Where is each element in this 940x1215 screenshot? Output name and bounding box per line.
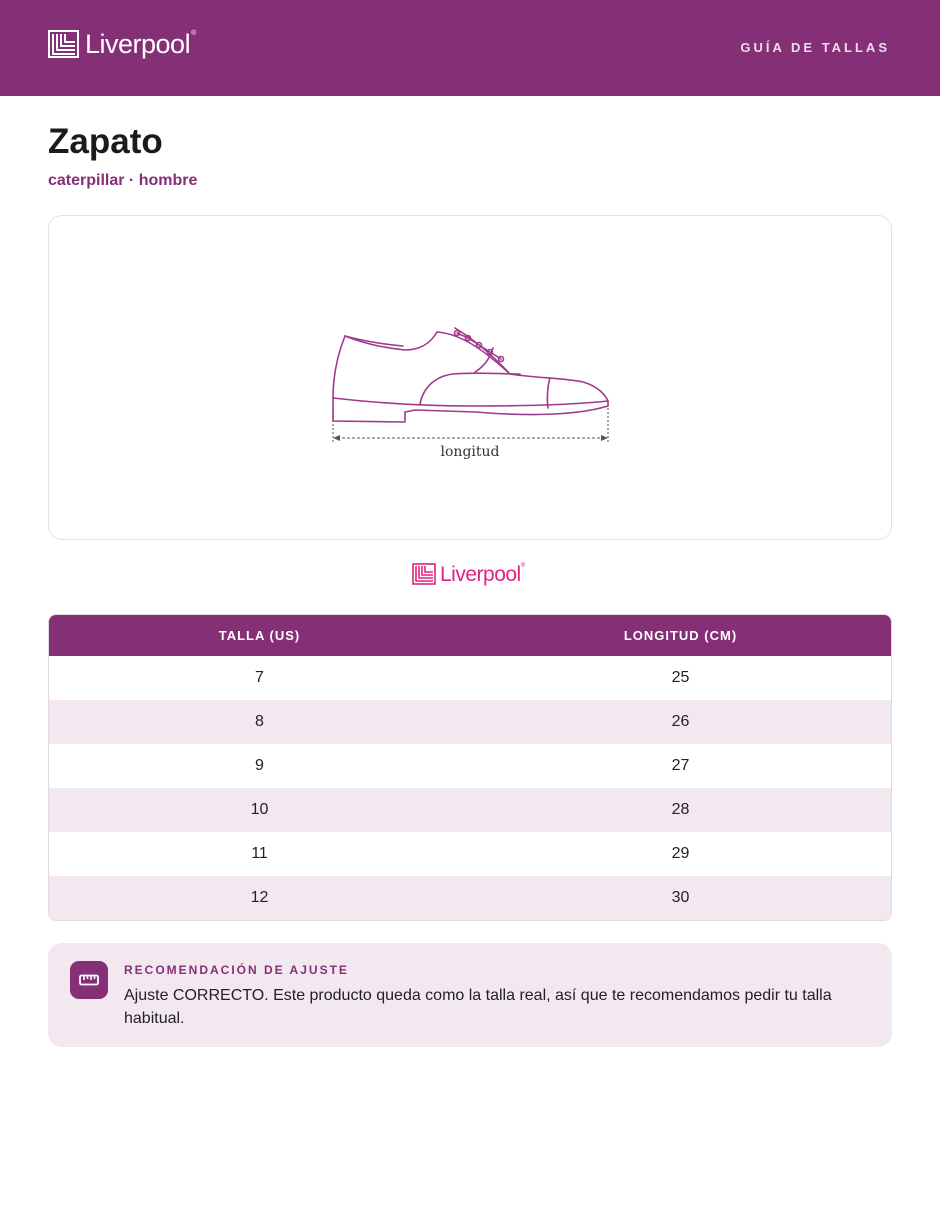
table-row [49,656,891,700]
length-label: longitud [440,444,500,460]
fit-recommendation-box [48,943,892,1047]
brand-wordmark: Liverpool [440,562,521,586]
table-row [49,876,891,920]
table-row [49,744,891,788]
length-cell: 28 [671,801,690,818]
size-cell: 12 [250,889,269,906]
length-cell: 27 [671,757,690,774]
length-cell: 25 [671,669,690,686]
size-cell: 8 [255,713,264,730]
liverpool-logo[interactable] [48,30,196,58]
table-row [49,788,891,832]
shoe-outline-icon [325,266,615,491]
size-cell: 10 [250,801,269,818]
logo-wordmark: Liverpool [85,28,191,59]
table-row [49,832,891,876]
size-guide-nav-label[interactable]: GUÍA DE TALLAS [740,40,890,55]
size-cell: 11 [251,845,268,862]
shoe-illustration-card [48,215,892,540]
top-header [0,0,940,96]
liverpool-brand-icon [412,563,436,585]
liverpool-brand-mark [412,563,525,585]
recommendation-text: Ajuste CORRECTO. Este producto queda como la talla real, así que te recomendamos pedir tu talla habitual. [124,987,832,1027]
registered-mark: ® [191,30,197,37]
length-cell: 30 [671,889,690,906]
ruler-icon [70,961,108,999]
size-table [48,614,892,921]
table-header-row [49,615,891,656]
column-header-length: LONGITUD (CM) [623,628,738,643]
size-cell: 7 [255,669,264,686]
recommendation-title: RECOMENDACIÓN DE AJUSTE [124,963,349,977]
length-cell: 29 [671,845,690,862]
liverpool-logo-icon [48,30,79,58]
product-subtitle: caterpillar · hombre [48,172,198,189]
column-header-size: TALLA (US) [218,628,301,643]
table-row [49,700,891,744]
size-cell: 9 [255,757,264,774]
page-title: Zapato [48,122,163,161]
brand-registered-mark: ® [520,563,526,569]
length-cell: 26 [671,713,690,730]
